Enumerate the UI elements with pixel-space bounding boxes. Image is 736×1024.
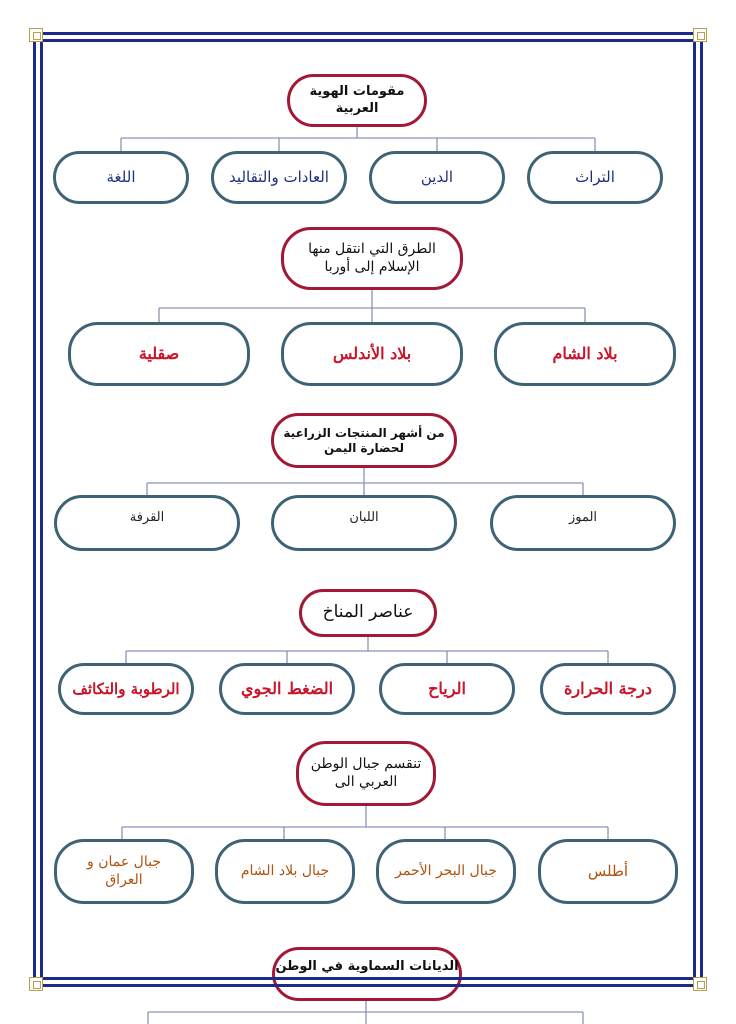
section-1-item: اللغة xyxy=(53,151,189,204)
section-5-item: جبال عمان و العراق xyxy=(54,839,194,904)
section-4-item: الرياح xyxy=(379,663,515,715)
section-1-item: الدين xyxy=(369,151,505,204)
section-1-title: مقومات الهوية العربية xyxy=(287,74,427,127)
section-4-title: عناصر المناخ xyxy=(299,589,437,637)
section-2-item: بلاد الشام xyxy=(494,322,676,386)
corner-ornament xyxy=(29,28,43,42)
section-1-item: العادات والتقاليد xyxy=(211,151,347,204)
section-5-title: تنقسم جبال الوطن العربي الى xyxy=(296,741,436,806)
section-2-title: الطرق التي انتقل منها الإسلام إلى أوربا xyxy=(281,227,463,290)
section-5-item: جبال البحر الأحمر xyxy=(376,839,516,904)
corner-ornament xyxy=(693,28,707,42)
section-3-title: من أشهر المنتجات الزراعية لحضارة اليمن xyxy=(271,413,457,468)
section-2-item: صقلية xyxy=(68,322,250,386)
section-1-item: التراث xyxy=(527,151,663,204)
section-3-item: الموز xyxy=(490,495,676,551)
section-3-item: القرفة xyxy=(54,495,240,551)
section-6-title: الديانات السماوية في الوطن xyxy=(272,947,462,1001)
corner-ornament xyxy=(693,977,707,991)
section-5-item: أطلس xyxy=(538,839,678,904)
corner-ornament xyxy=(29,977,43,991)
section-4-item: الضغط الجوي xyxy=(219,663,355,715)
section-5-item: جبال بلاد الشام xyxy=(215,839,355,904)
section-4-item: درجة الحرارة xyxy=(540,663,676,715)
section-3-item: اللبان xyxy=(271,495,457,551)
section-2-item: بلاد الأندلس xyxy=(281,322,463,386)
section-4-item: الرطوبة والتكاثف xyxy=(58,663,194,715)
